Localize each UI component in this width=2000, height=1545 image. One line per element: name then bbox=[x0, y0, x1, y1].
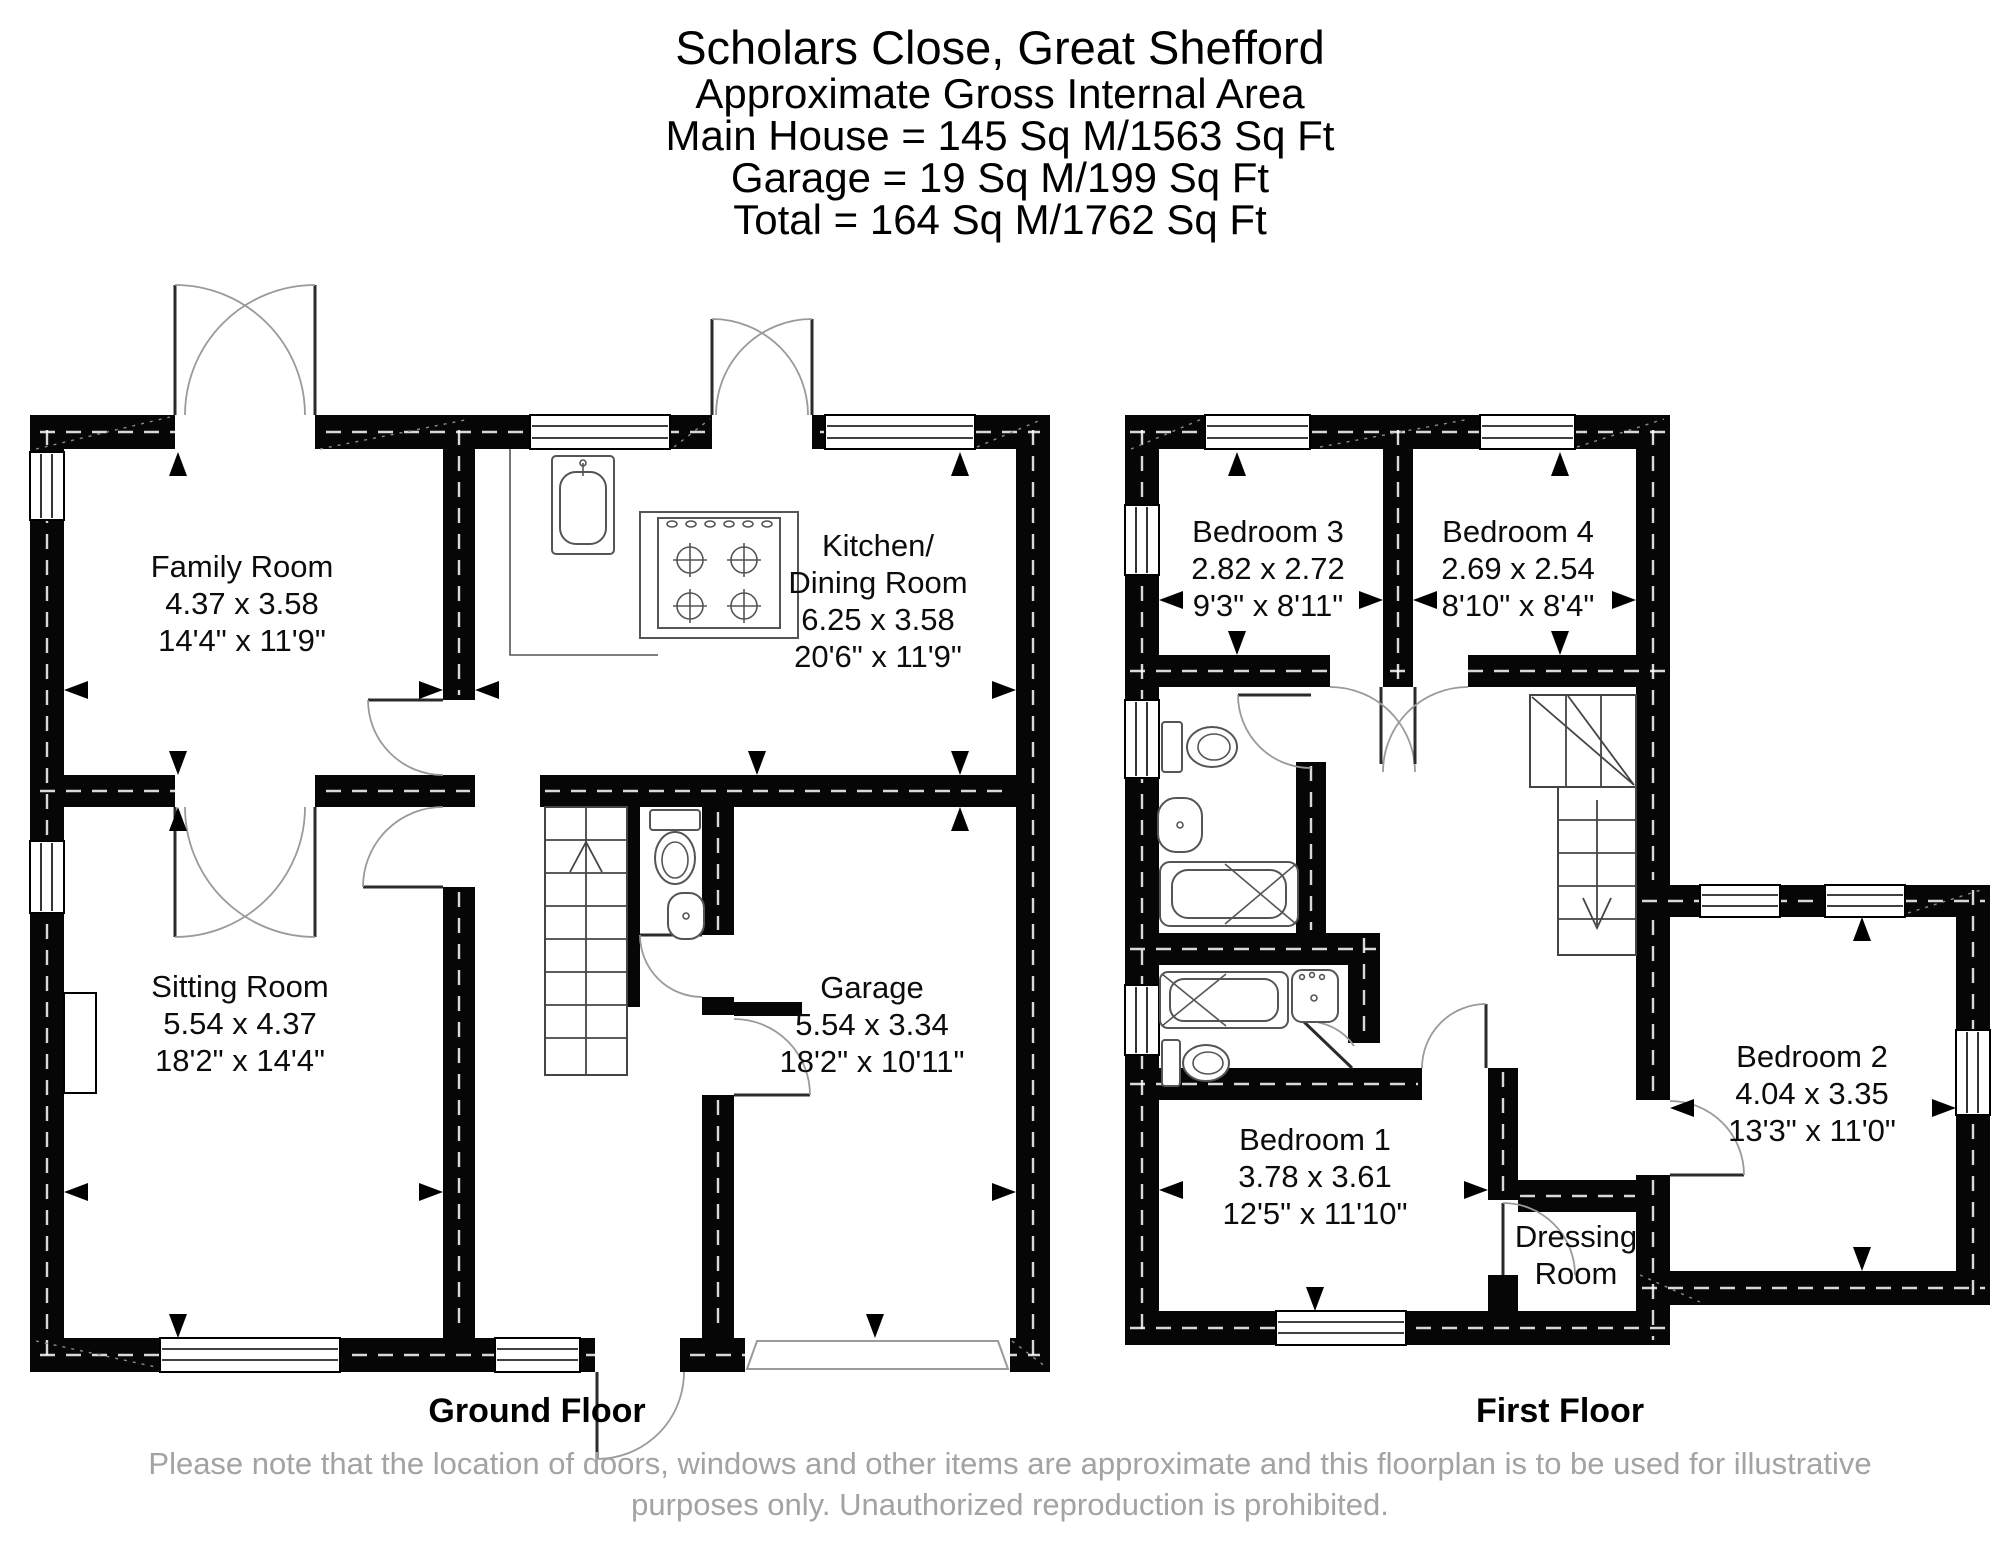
window-glyph bbox=[1825, 885, 1905, 917]
wc-basin-icon bbox=[668, 893, 704, 939]
window-glyph bbox=[1276, 1311, 1406, 1345]
room-dim-metric: 4.04 x 3.35 bbox=[1735, 1076, 1889, 1111]
title-line-address: Scholars Close, Great Shefford bbox=[675, 21, 1325, 74]
footer bbox=[148, 1392, 1871, 1522]
window-glyph bbox=[495, 1338, 580, 1372]
room-name: Garage bbox=[820, 970, 924, 1005]
label-bedroom-3 bbox=[1191, 514, 1344, 623]
french-doors-kitchen bbox=[712, 319, 812, 415]
door-wc bbox=[640, 935, 702, 997]
label-sitting-room bbox=[151, 969, 328, 1078]
room-name: Kitchen/ bbox=[821, 528, 935, 563]
room-dim-metric: 5.54 x 4.37 bbox=[163, 1006, 317, 1041]
title-line-main-house: Main House = 145 Sq M/1563 Sq Ft bbox=[665, 112, 1335, 159]
room-dim-imperial: 13'3" x 11'0" bbox=[1728, 1113, 1896, 1148]
window-glyph bbox=[1125, 700, 1159, 778]
room-name: Family Room bbox=[150, 549, 334, 584]
ground-floor-label: Ground Floor bbox=[428, 1392, 646, 1430]
fireplace bbox=[64, 993, 96, 1093]
room-dim-metric: 2.82 x 2.72 bbox=[1191, 551, 1345, 586]
window-glyph bbox=[1956, 1030, 1990, 1115]
room-dim-imperial: 12'5" x 11'10" bbox=[1222, 1196, 1408, 1231]
door-bedroom-1 bbox=[1422, 1004, 1486, 1068]
room-name: Sitting Room bbox=[151, 969, 329, 1004]
room-dim-imperial: 14'4" x 11'9" bbox=[158, 623, 326, 658]
room-dim-metric: 6.25 x 3.58 bbox=[801, 602, 955, 637]
window-glyph bbox=[30, 452, 64, 520]
title-line-total: Total = 164 Sq M/1762 Sq Ft bbox=[733, 196, 1267, 243]
ensuite-bath-icon bbox=[1160, 972, 1288, 1028]
disclaimer-line-1: Please note that the location of doors, windows and other items are approximate and this floorplan is to be used for illustrative bbox=[148, 1446, 1872, 1481]
bathroom-bath-icon bbox=[1160, 862, 1298, 926]
door-family-hall bbox=[368, 700, 443, 775]
stove-island-icon bbox=[640, 512, 798, 638]
room-dim-metric: 4.37 x 3.58 bbox=[165, 586, 319, 621]
window-glyph bbox=[1700, 885, 1780, 917]
kitchen-sink-icon bbox=[552, 456, 614, 554]
bathroom-toilet-icon bbox=[1162, 722, 1237, 772]
room-name: Bedroom 1 bbox=[1239, 1122, 1391, 1157]
door-bathroom bbox=[1238, 695, 1311, 768]
ground-floor-plan bbox=[30, 285, 1050, 1459]
wc-toilet-icon bbox=[650, 810, 700, 884]
label-bedroom-4 bbox=[1441, 514, 1594, 623]
window-glyph bbox=[1125, 505, 1159, 575]
room-dim-metric: 5.54 x 3.34 bbox=[795, 1007, 949, 1042]
stairs-ground-icon bbox=[545, 807, 627, 1075]
room-dim-imperial: 18'2" x 14'4" bbox=[154, 1043, 326, 1078]
room-dim-metric: 3.78 x 3.61 bbox=[1238, 1159, 1392, 1194]
stairs-first-icon bbox=[1530, 695, 1636, 955]
double-doors-family-sitting bbox=[175, 807, 315, 937]
label-family-room bbox=[151, 549, 334, 658]
room-dim-imperial: 8'10" x 8'4" bbox=[1441, 588, 1595, 623]
room-name: Bedroom 2 bbox=[1736, 1039, 1888, 1074]
room-dim-imperial: 9'3" x 8'11" bbox=[1192, 588, 1344, 623]
first-floor-label: First Floor bbox=[1475, 1392, 1645, 1430]
door-bedroom-3 bbox=[1330, 687, 1415, 772]
room-dim-metric: 2.69 x 2.54 bbox=[1441, 551, 1595, 586]
label-bedroom-2 bbox=[1728, 1039, 1896, 1148]
window-glyph bbox=[30, 841, 64, 913]
garage-door bbox=[747, 1341, 1008, 1369]
title-line-garage: Garage = 19 Sq M/199 Sq Ft bbox=[730, 154, 1270, 201]
room-dim-imperial: 18'2" x 10'11" bbox=[779, 1044, 965, 1079]
ensuite-sink-icon bbox=[1292, 970, 1338, 1022]
window-glyph bbox=[530, 415, 670, 449]
title-line-area-heading: Approximate Gross Internal Area bbox=[695, 70, 1305, 117]
door-sitting-hall bbox=[363, 807, 443, 887]
window-glyph bbox=[1125, 985, 1159, 1055]
label-dressing-room bbox=[1515, 1219, 1637, 1291]
label-kitchen-dining-room bbox=[788, 528, 967, 674]
room-name: Bedroom 3 bbox=[1192, 514, 1344, 549]
french-doors-family bbox=[175, 285, 315, 415]
label-bedroom-1 bbox=[1223, 1122, 1408, 1231]
title-block bbox=[666, 21, 1335, 243]
window-glyph bbox=[1480, 415, 1575, 449]
room-name-2: Room bbox=[1534, 1256, 1618, 1291]
door-ensuite bbox=[1302, 1020, 1354, 1068]
room-dim-imperial: 20'6" x 11'9" bbox=[794, 639, 962, 674]
room-name-2: Dining Room bbox=[788, 565, 968, 600]
door-bedroom-4 bbox=[1383, 687, 1468, 772]
label-garage bbox=[780, 970, 965, 1079]
disclaimer-line-2: purposes only. Unauthorized reproduction is prohibited. bbox=[631, 1487, 1389, 1522]
window-glyph bbox=[825, 415, 975, 449]
first-floor-plan bbox=[1125, 415, 1990, 1345]
room-name: Bedroom 4 bbox=[1442, 514, 1594, 549]
bathroom-sink-icon bbox=[1158, 798, 1202, 852]
room-name: Dressing bbox=[1514, 1219, 1638, 1254]
window-glyph bbox=[1205, 415, 1310, 449]
window-glyph bbox=[160, 1338, 340, 1372]
